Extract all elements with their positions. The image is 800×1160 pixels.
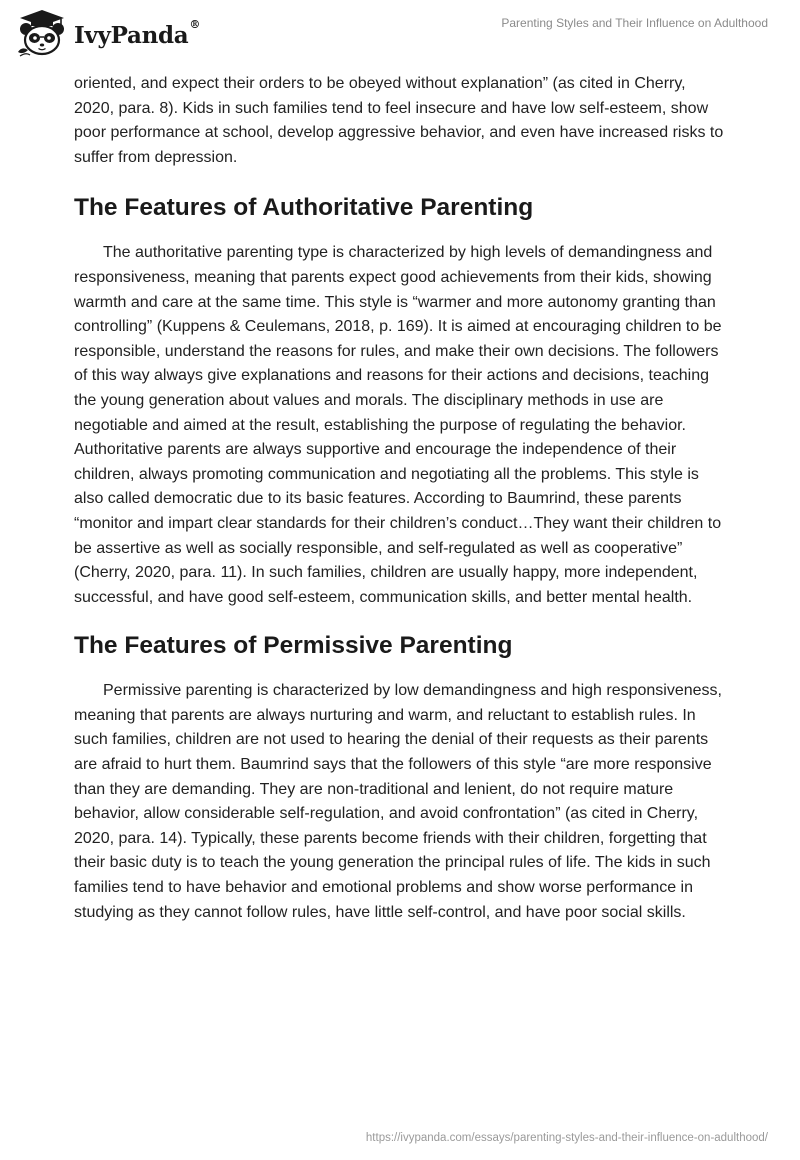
registered-mark: ® xyxy=(189,17,201,31)
essay-content xyxy=(74,72,730,925)
document-title: Parenting Styles and Their Influence on Adulthood xyxy=(501,16,768,30)
intro-paragraph: oriented, and expect their orders to be obeyed without explanation” (as cited in Cherry, 2020, para. 8). Kids in such families tend to feel insecure and have low self-esteem, show poor performance at school, develop aggressive behavior, and even have increased risks to suffer from depression. xyxy=(74,75,724,166)
section-heading-permissive: The Features of Permissive Parenting xyxy=(74,632,513,660)
logo-text: IvyPanda® xyxy=(74,17,201,49)
panda-graduate-icon xyxy=(14,8,70,58)
page-header xyxy=(0,0,800,70)
section-heading-authoritative: The Features of Authoritative Parenting xyxy=(74,194,534,222)
ivypanda-logo[interactable] xyxy=(14,8,200,58)
source-url[interactable]: https://ivypanda.com/essays/parenting-styles-and-their-influence-on-adulthood/ xyxy=(365,1132,768,1144)
section-paragraph-authoritative: The authoritative parenting type is characterized by high levels of demandingness and responsiveness, meaning that parents expect good achievements from their kids, showing warmth and care at the same time. This style is “warmer and more autonomy granting than controlling” (Kuppens & Ceulemans, 2018, p. 169). It is aimed at encouraging children to be responsible, understand the reasons for rules, and make their own decisions. The followers of this way always give explanations and reasons for their actions and decisions, teaching the young generation about values and morals. The disciplinary methods in use are negotiable and aimed at the result, establishing the purpose of regulating the behavior. Authoritative parents are always supportive and encourage the independence of their children, always promoting communication and negotiating all the problems. This style is also called democratic due to its basic features. According to Baumrind, these parents “monitor and impart clear standards for their children’s conduct…They want their children to be assertive as well as socially responsible, and self-regulated as well as cooperative” (Cherry, 2020, para. 11). In such families, children are usually happy, more independent, successful, and have good self-esteem, communication skills, and better mental health. xyxy=(74,244,722,606)
section-paragraph-permissive: Permissive parenting is characterized by low demandingness and high responsiveness, meaning that parents are always nurturing and warm, and reluctant to establish rules. In such families, children are not used to hearing the denial of their requests as their parents are afraid to hurt them. Baumrind says that the followers of this style “are more responsive than they are demanding. They are non-traditional and lenient, do not require mature behavior, allow considerable self-regulation, and avoid confrontation” (as cited in Cherry, 2020, para. 14). Typically, these parents become friends with their children, forgetting that their basic duty is to teach the young generation the principal rules of life. The kids in such families tend to have behavior and emotional problems and show worse performance in studying as they cannot follow rules, have little self-control, and have poor social skills. xyxy=(74,682,722,921)
